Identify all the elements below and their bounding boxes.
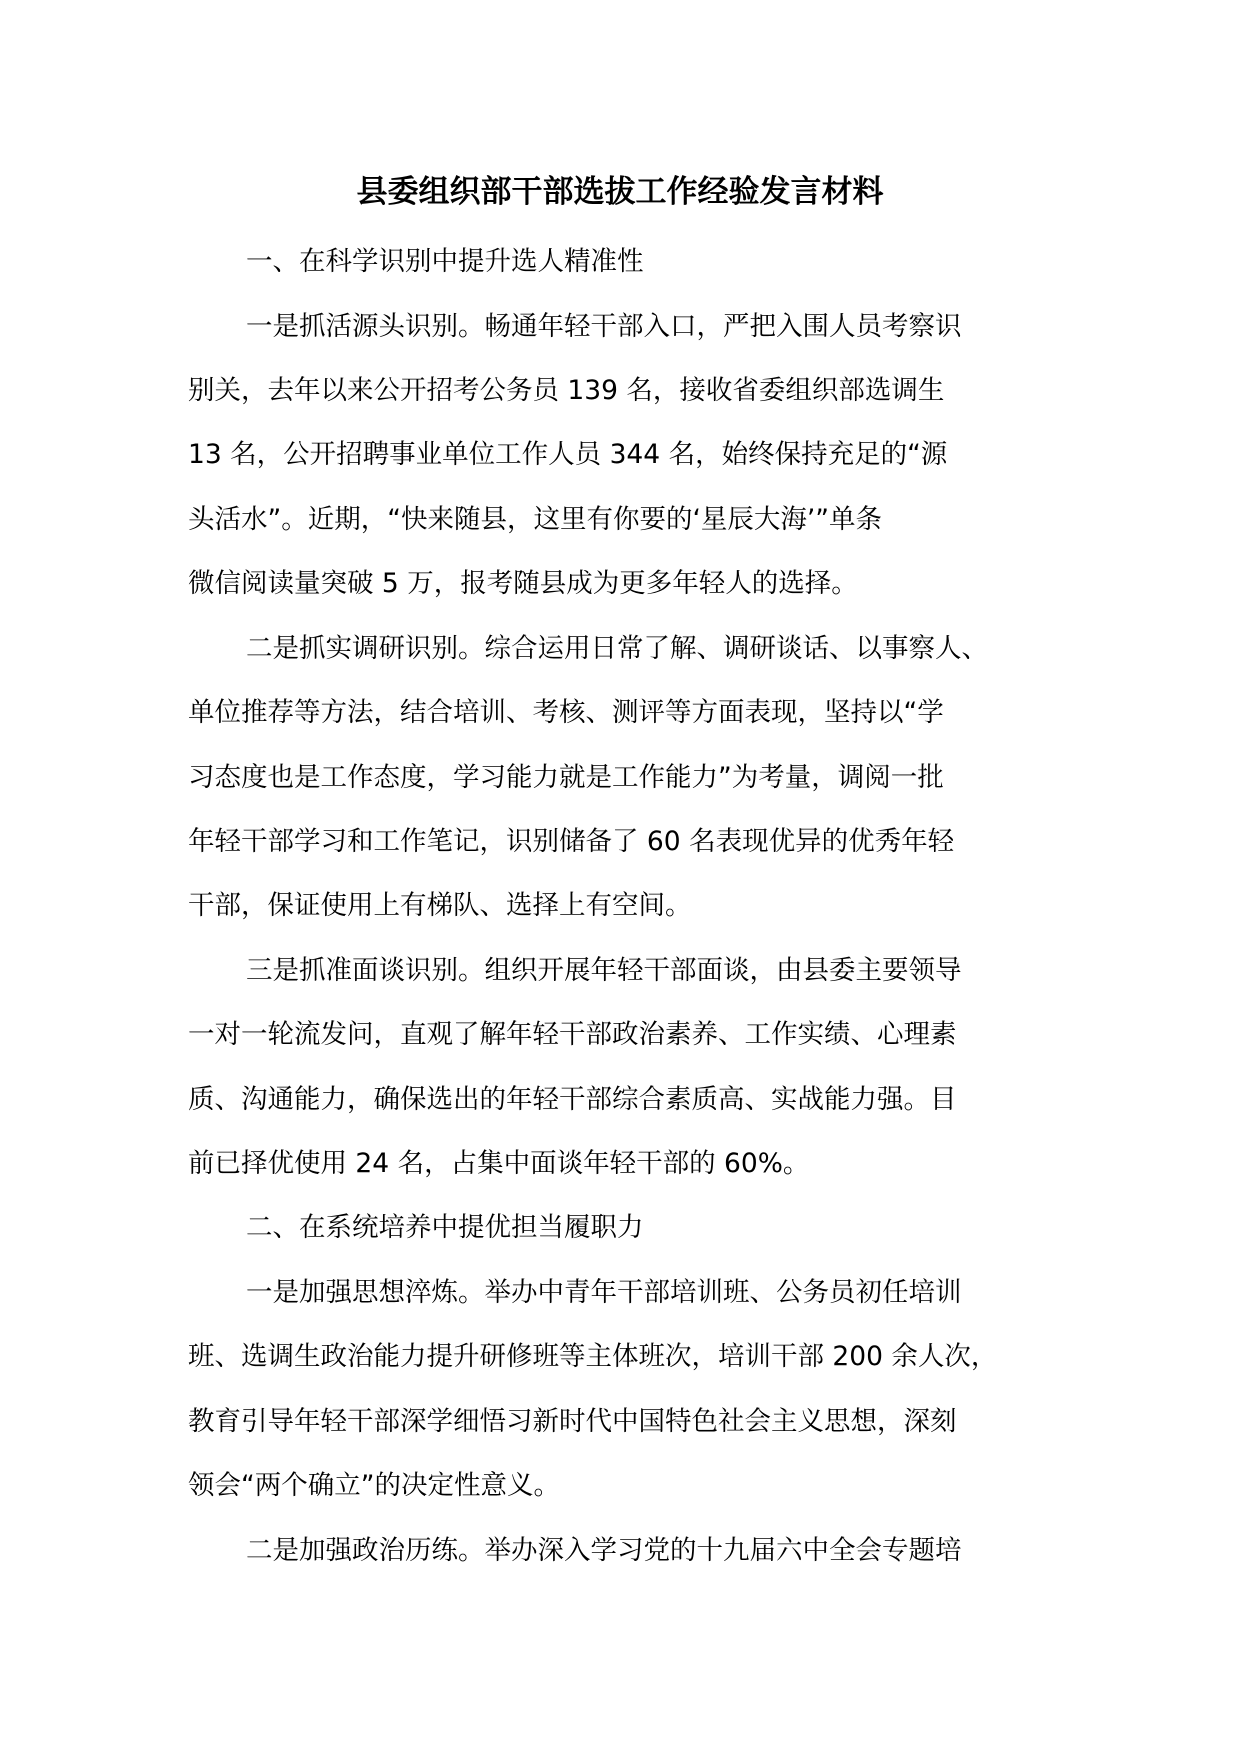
- paragraph-line: 二、在系统培养中提优担当履职力: [246, 1212, 644, 1243]
- paragraph-line: 别关，去年以来公开招考公务员 139 名，接收省委组织部选调生: [188, 375, 945, 406]
- paragraph-line: 干部，保证使用上有梯队、选择上有空间。: [188, 890, 692, 921]
- paragraph-line: 前已择优使用 24 名，占集中面谈年轻干部的 60%。: [188, 1148, 810, 1179]
- paragraph-line: 二是抓实调研识别。综合运用日常了解、调研谈话、以事察人、: [246, 633, 988, 664]
- paragraph-line: 班、选调生政治能力提升研修班等主体班次，培训干部 200 余人次，: [188, 1341, 998, 1372]
- document-title: 县委组织部干部选拔工作经验发言材料: [356, 174, 884, 210]
- paragraph-line: 微信阅读量突破 5 万，报考随县成为更多年轻人的选择。: [188, 568, 858, 599]
- paragraph-line: 一、在科学识别中提升选人精准性: [246, 246, 644, 277]
- paragraph-line: 一对一轮流发问，直观了解年轻干部政治素养、工作实绩、心理素: [188, 1019, 957, 1050]
- paragraph-line: 头活水”。近期，“快来随县，这里有你要的‘星辰大海’”单条: [188, 504, 883, 535]
- paragraph-line: 年轻干部学习和工作笔记，识别储备了 60 名表现优异的优秀年轻: [188, 826, 955, 857]
- paragraph-line: 二是加强政治历练。举办深入学习党的十九届六中全会专题培: [246, 1535, 962, 1566]
- paragraph-line: 一是加强思想淬炼。举办中青年干部培训班、公务员初任培训: [246, 1277, 962, 1308]
- paragraph-line: 三是抓准面谈识别。组织开展年轻干部面谈，由县委主要领导: [246, 955, 962, 986]
- paragraph-line: 质、沟通能力，确保选出的年轻干部综合素质高、实战能力强。目: [188, 1084, 957, 1115]
- paragraph-line: 13 名，公开招聘事业单位工作人员 344 名，始终保持充足的“源: [188, 439, 948, 470]
- paragraph-line: 一是抓活源头识别。畅通年轻干部入口，严把入围人员考察识: [246, 311, 962, 342]
- paragraph-line: 教育引导年轻干部深学细悟习新时代中国特色社会主义思想，深刻: [188, 1406, 957, 1437]
- paragraph-line: 单位推荐等方法，结合培训、考核、测评等方面表现，坚持以“学: [188, 697, 944, 728]
- paragraph-line: 习态度也是工作态度，学习能力就是工作能力”为考量，调阅一批: [188, 762, 944, 793]
- paragraph-line: 领会“两个确立”的决定性意义。: [188, 1470, 560, 1501]
